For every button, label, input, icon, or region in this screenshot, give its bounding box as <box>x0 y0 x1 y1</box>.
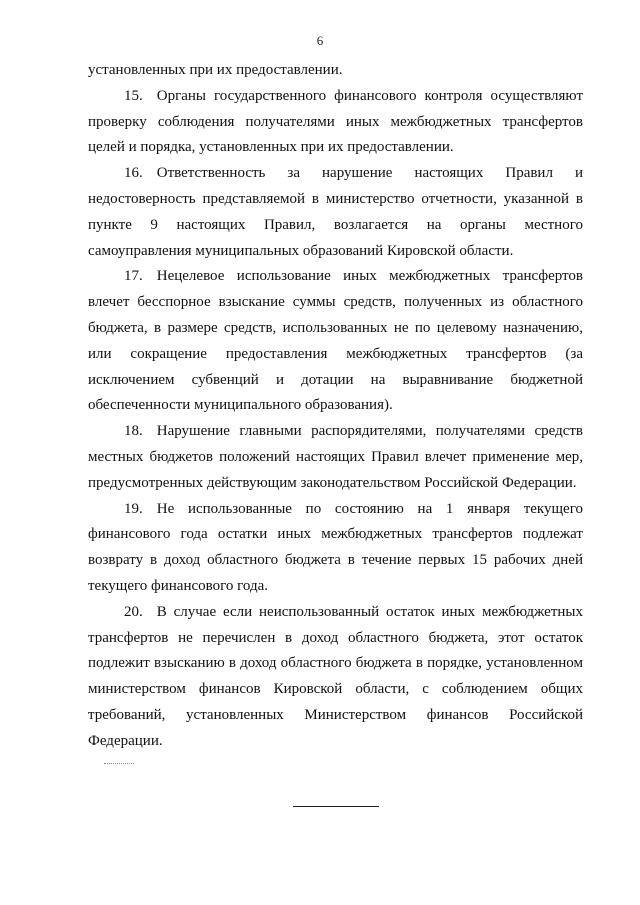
paragraph-number: 17. <box>124 268 143 285</box>
paragraph-number: 16. <box>124 165 143 182</box>
paragraph-17 <box>88 264 583 419</box>
paragraph-continuation <box>88 58 583 84</box>
paragraph-text: Ответственность за нарушение настоящих Правил и недостоверность представляемой в министерство отчетности, указанной в пункте 9 настоящих Правил, возлагается на органы местного самоуправления муниципальных образований Кировской области. <box>88 165 583 259</box>
page-number: 6 <box>316 33 324 48</box>
paragraph-text: В случае если неиспользованный остаток иных межбюджетных трансфертов не перечислен в доход областного бюджета, этот остаток подлежит взысканию в доход областного бюджета в порядке, установленном министерством финансов Кировской области, с соблюдением общих требований, установленных Министерством финансов Российской Федерации. <box>88 603 583 749</box>
paragraph-19 <box>88 497 583 600</box>
paragraph-text: Нарушение главными распорядителями, получателями средств местных бюджетов положений настоящих Правил влечет применение мер, предусмотренных действующим законодательством Российской Федерации. <box>88 423 583 491</box>
paragraph-number: 18. <box>124 423 143 440</box>
paragraph-text: Органы государственного финансового контроля осуществляют проверку соблюдения получателями иных межбюджетных трансфертов целей и порядка, установленных при их предоставлении. <box>88 87 583 156</box>
paragraph-15 <box>88 84 583 161</box>
scan-artifact <box>104 763 134 764</box>
paragraph-number: 15. <box>124 87 143 104</box>
closing-rule <box>293 806 379 807</box>
paragraph-text: Не использованные по состоянию на 1 января текущего финансового года остатки иных межбюджетных трансфертов подлежат возврату в доход областного бюджета в течение первых 15 рабочих дней текущего финансового года. <box>88 500 583 594</box>
paragraph-20 <box>88 600 583 755</box>
paragraph-16 <box>88 161 583 264</box>
paragraph-text: Нецелевое использование иных межбюджетных трансфертов влечет бесспорное взыскание суммы средств, полученных из областного бюджета, в размере средств, использованных не по целевому назначению, или сокращение предоставления межбюджетных трансфертов (за исключением субвенций и дотации на выравнивание бюджетной обеспеченности муниципального образования). <box>88 268 583 414</box>
document-body <box>88 58 583 755</box>
paragraph-18 <box>88 419 583 496</box>
paragraph-number: 19. <box>124 500 143 517</box>
paragraph-text: установленных при их предоставлении. <box>88 62 343 78</box>
paragraph-number: 20. <box>124 603 143 620</box>
